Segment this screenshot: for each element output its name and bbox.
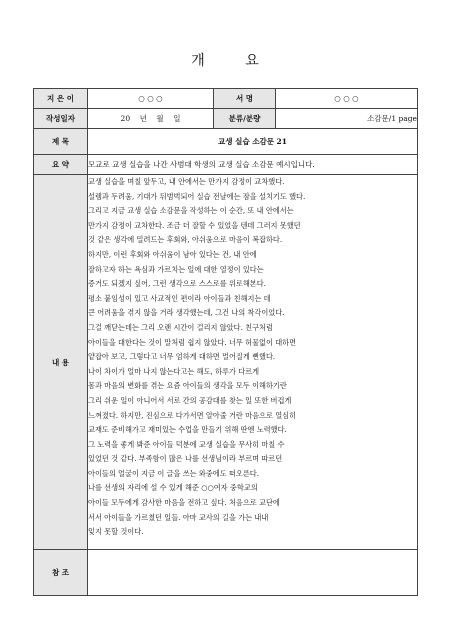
page-title: 개 요 — [191, 53, 277, 69]
date-label: 작성일자 — [34, 109, 88, 129]
date-value[interactable]: 20 년 월 일 — [88, 109, 214, 129]
reference-row — [34, 550, 418, 596]
content-line: 서서 아이들을 가르쳤던 일들. 아마 교사의 길을 가는 내내 — [88, 512, 269, 522]
category-value[interactable]: 소감문/1 page — [276, 109, 418, 129]
content-line: 그걸 깨닫는데는 그리 오랜 시간이 걸리지 않았다. 친구처럼 — [88, 322, 273, 332]
book-title-label: 서 명 — [214, 89, 276, 109]
subject-label: 제 목 — [34, 129, 88, 155]
content-line: 얕잡아 보고, 그렇다고 너무 엄하게 대하면 멀어질게 뻔했다. — [88, 352, 276, 362]
summary-row — [34, 155, 418, 175]
book-title-value[interactable]: ○ ○ ○ — [276, 89, 418, 109]
content-line: 그 노력을 좋게 봐준 아이들 덕분에 교생 실습을 무사히 마칠 수 — [88, 439, 285, 449]
content-line: 아이들의 얼굴이 지금 이 글을 쓰는 와중에도 떠오른다. — [88, 468, 260, 478]
content-line: 하지만, 이런 후회와 아쉬움이 남아 있다는 건, 내 안에 — [88, 249, 257, 259]
author-value[interactable]: ○ ○ ○ — [88, 89, 214, 109]
content-line: 느껴졌다. 하지만, 진심으로 다가서면 알아줄 거란 마음으로 열심히 — [88, 410, 297, 420]
content-line: 있었던 것 같다. 부족함이 많은 나를 선생님이라 부르며 따르던 — [88, 454, 283, 464]
report-form — [33, 88, 418, 596]
content-line: 그리고 지금 교생 실습 소감문을 작성하는 이 순간, 또 내 안에서는 — [88, 206, 294, 216]
subject-value[interactable]: 교생 실습 소감문 21 — [88, 129, 418, 155]
category-label: 분류/분량 — [214, 109, 276, 129]
content-row — [34, 175, 418, 550]
summary-label: 요 약 — [34, 155, 88, 175]
content-line: 나를 선생의 자리에 설 수 있게 해준 ○○여자 중학교의 — [88, 483, 258, 493]
content-line: 그리 쉬운 일이 아니어서 서로 간의 공감대를 찾는 일 또한 버겁게 — [88, 395, 292, 405]
content-line: 설렘과 두려움, 기대가 뒤범벅되어 실습 전날에는 잠을 설치기도 했다. — [88, 191, 306, 201]
content-line: 만가지 감정이 교차한다. 조금 더 잘할 수 있었을 텐데 그러지 못했던 — [88, 220, 301, 230]
content-label: 내 용 — [34, 175, 88, 550]
summary-value[interactable]: 모교로 교생 실습을 나간 사범대 학생의 교생 실습 소감문 예시입니다. — [88, 155, 418, 175]
reference-value[interactable] — [88, 550, 418, 596]
author-row — [34, 89, 418, 109]
date-row — [34, 109, 418, 129]
content-line: 잊지 못할 것이다. — [88, 527, 144, 537]
content-line: 아이들 모두에게 감사한 마음을 전하고 싶다. 처음으로 교단에 — [88, 498, 280, 508]
content-line: 잘하고자 하는 욕심과 가르치는 일에 대한 열정이 있다는 — [88, 264, 264, 274]
subject-row — [34, 129, 418, 155]
content-body[interactable] — [88, 175, 418, 550]
author-label: 지 은 이 — [34, 89, 88, 109]
reference-label: 참 조 — [34, 550, 88, 596]
content-line: 교생 실습을 며칠 앞두고, 내 안에서는 만가지 감정이 교차했다. — [88, 177, 285, 186]
content-line: 몸과 마음의 변화를 겪는 요즘 아이들의 생각을 모두 이해하기란 — [88, 381, 287, 391]
content-line: 큰 어려움을 겪지 않을 거라 생각했는데, 그건 나의 착각이었다. — [88, 308, 285, 318]
content-line: 것 같은 생각에 밀려드는 후회와, 아쉬움으로 마음이 복잡하다. — [88, 235, 283, 245]
content-line: 아이들을 대한다는 것이 말처럼 쉽지 않았다. 너무 허물없이 대하면 — [88, 337, 297, 347]
content-line: 나이 차이가 얼마 나지 않는다고는 해도, 하루가 다르게 — [88, 366, 260, 376]
content-line: 증거도 되겠지 싶어, 그런 생각으로 스스로를 위로해본다. — [88, 279, 266, 289]
content-line: 평소 붙임성이 있고 사교적인 편이라 아이들과 친해지는 데 — [88, 293, 271, 303]
content-line: 교재도 준비해가고 재미있는 수업을 만들기 위해 딴엔 노력했다. — [88, 425, 287, 435]
